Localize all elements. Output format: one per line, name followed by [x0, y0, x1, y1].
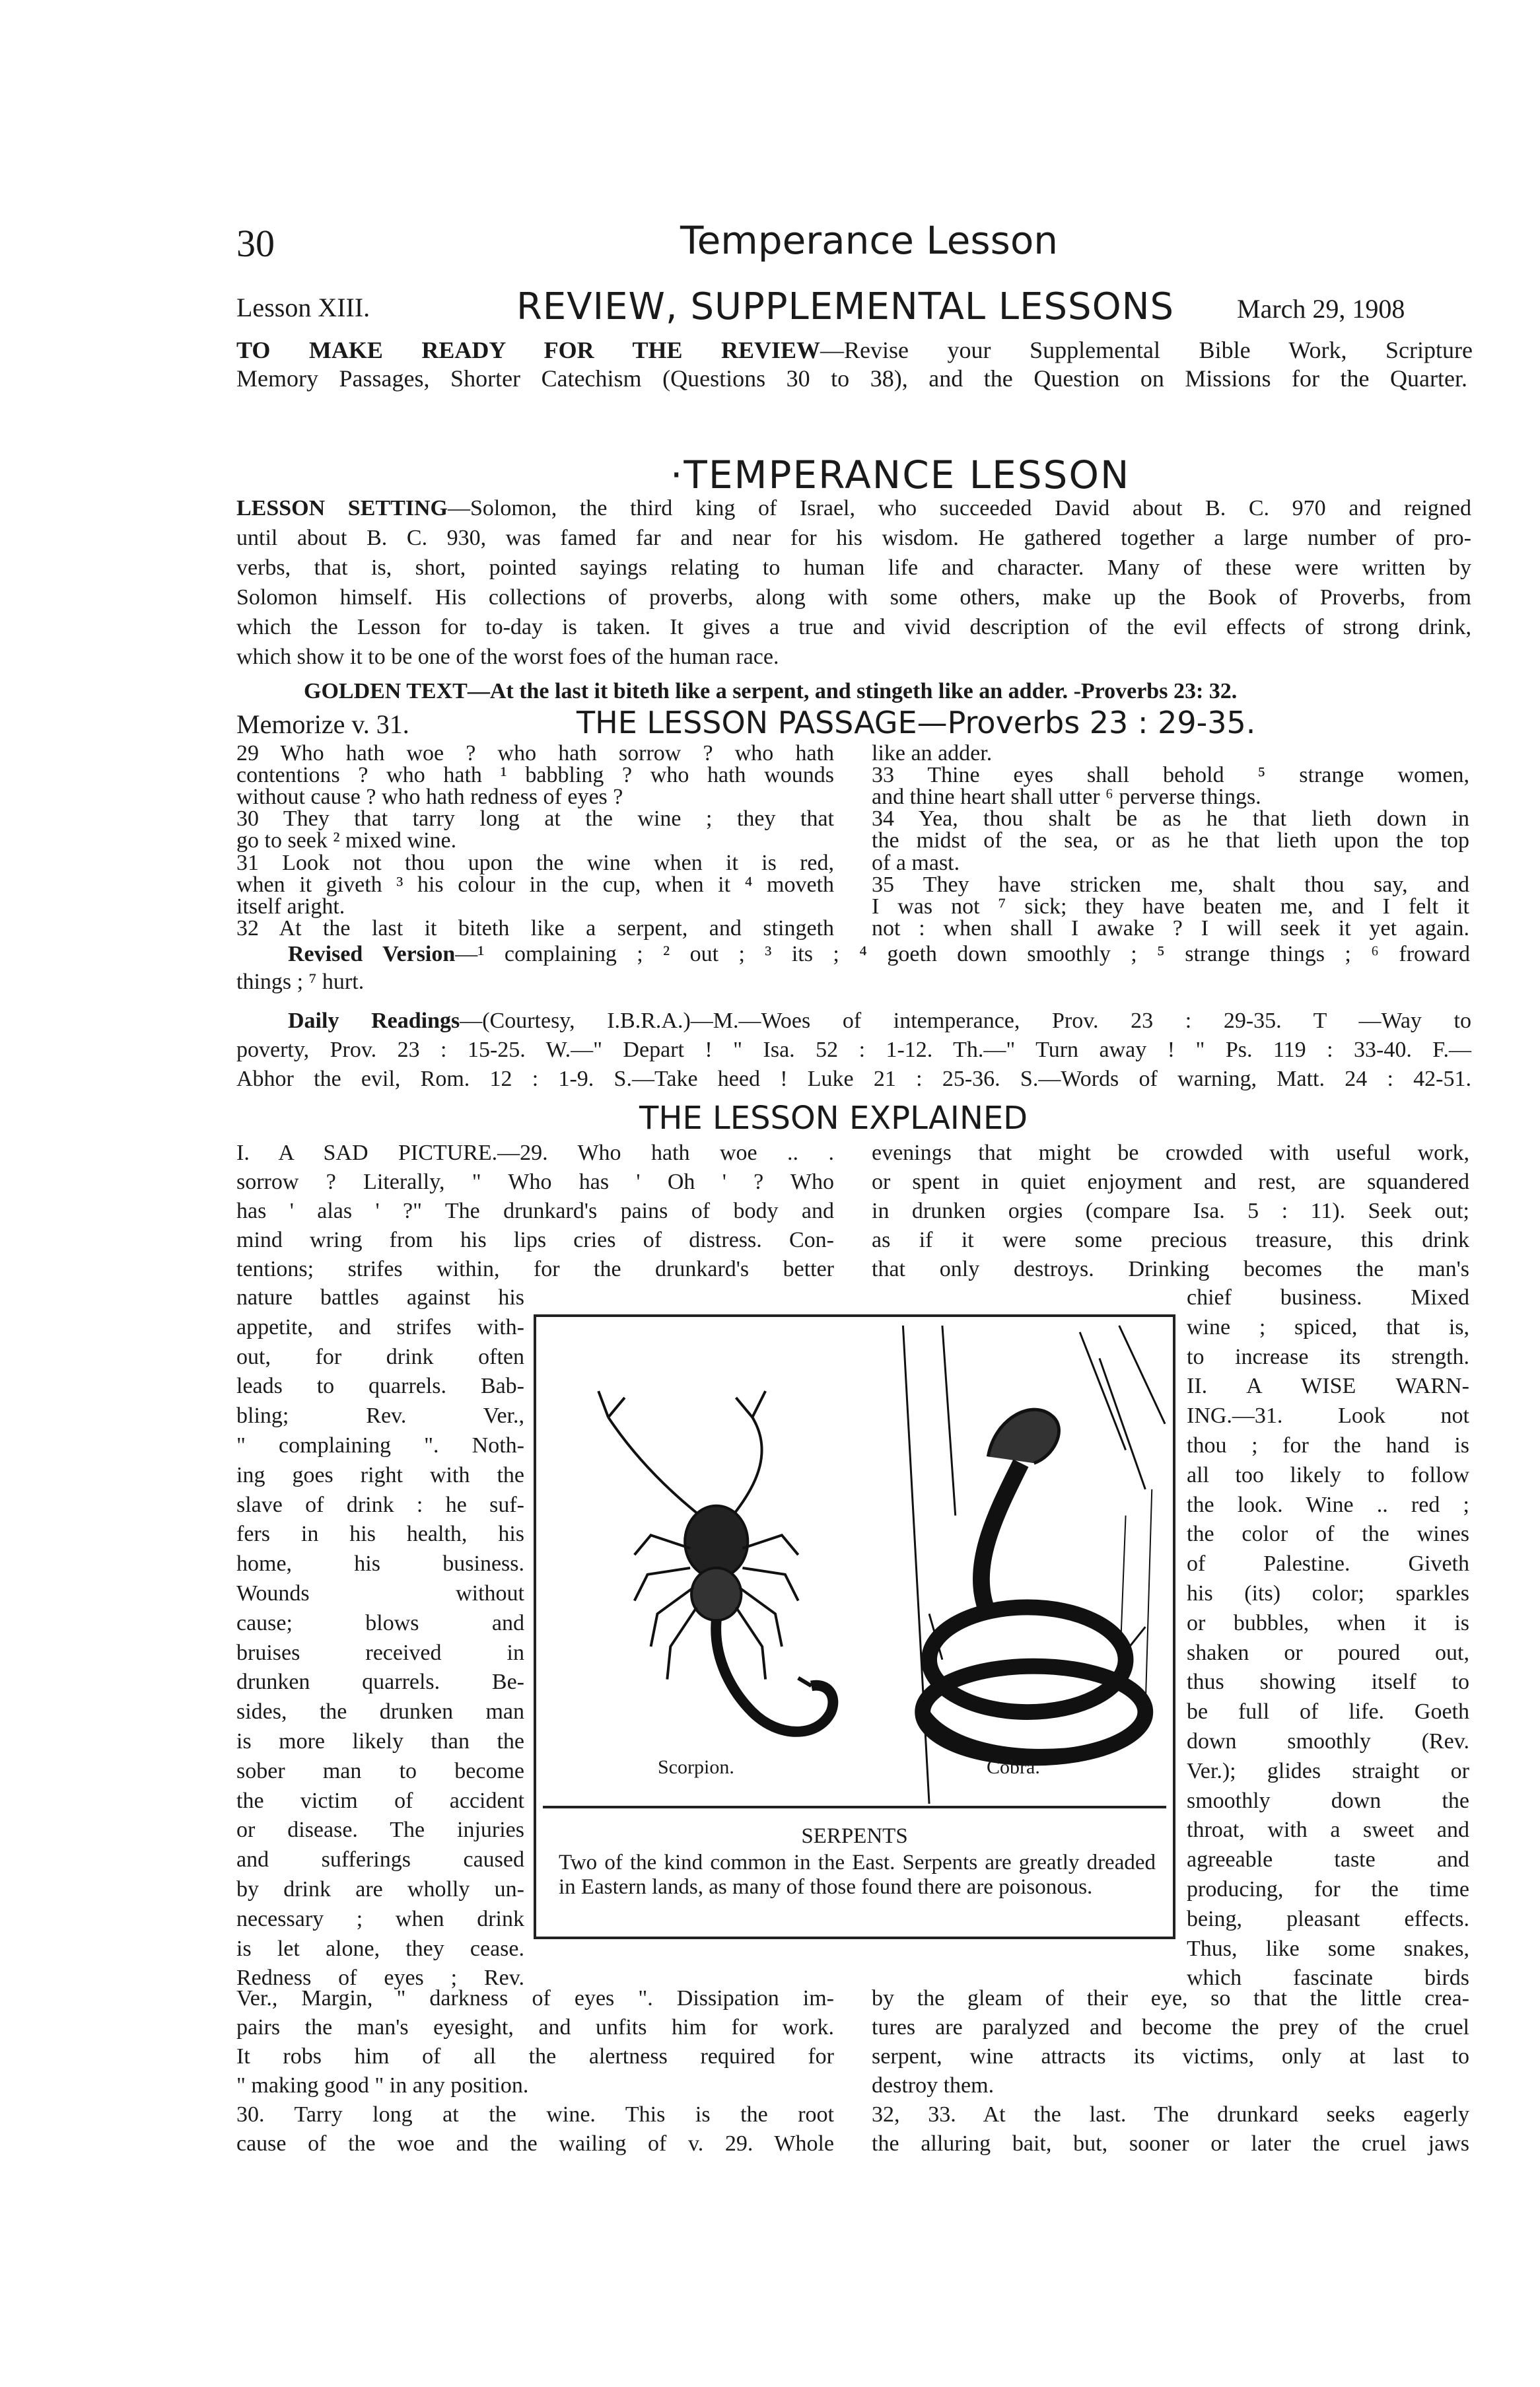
setting-line: which the Lesson for to-day is taken. It gives a true and vivid description of the evil effects of strong drink, — [236, 615, 1471, 639]
setting-line: Solomon himself. His collections of proverbs, along with some others, make up the Book of Proverbs, from — [236, 585, 1471, 610]
ready-line-1: TO MAKE READY FOR THE REVIEW—Revise your Supplemental Bible Work, Scripture — [236, 337, 1473, 363]
explained-line: necessary ; when drink — [236, 1907, 524, 1931]
explained-line: that only destroys. Drinking becomes the man's — [872, 1257, 1469, 1281]
revised-version-line: things ; ⁷ hurt. — [236, 970, 365, 994]
verse-line: 31 Look not thou upon the wine when it is red, — [236, 851, 834, 875]
explained-line: appetite, and strifes with- — [236, 1315, 524, 1339]
page-number: 30 — [236, 222, 275, 265]
setting-line: verbs, that is, short, pointed sayings relating to human life and character. Many of these were written by — [236, 555, 1471, 580]
explained-line: sober man to become — [236, 1759, 524, 1783]
explained-line: the color of the wines — [1187, 1522, 1469, 1546]
explained-line: in drunken orgies (compare Isa. 5 : 11). Seek out; — [872, 1199, 1469, 1223]
verse-line: the midst of the sea, or as he that lieth upon the top — [872, 828, 1469, 853]
explained-line: mind wring from his lips cries of distress. Con- — [236, 1228, 834, 1252]
explained-line: fers in his health, his — [236, 1522, 524, 1546]
golden-text: GOLDEN TEXT—At the last it biteth like a serpent, and stingeth like an adder. -Proverbs 23: 32. — [304, 679, 1238, 703]
caption-text: Two of the kind common in the East. Serpents are greatly dreaded in Eastern lands, as many of those found there are poisonous. — [559, 1851, 1156, 1899]
verse-line: not : when shall I awake ? I will seek it yet again. — [872, 916, 1469, 941]
verse-line: 30 They that tarry long at the wine ; they that — [236, 806, 834, 831]
explained-line: slave of drink : he suf- — [236, 1493, 524, 1517]
explained-line: producing, for the time — [1187, 1877, 1469, 1902]
explained-line: by drink are wholly un- — [236, 1877, 524, 1902]
explained-line: nature battles against his — [236, 1285, 524, 1310]
revised-label: Revised Version — [288, 942, 456, 966]
ready-line-2: Memory Passages, Shorter Catechism (Questions 30 to 38), and the Question on Missions for the Quarter. — [236, 365, 1467, 392]
daily-readings-line: Abhor the evil, Rom. 12 : 1-9. S.—Take heed ! Luke 21 : 25-36. S.—Words of warning, Matt. 24 : 42-51. — [236, 1067, 1471, 1091]
explained-line: It robs him of all the alertness required for — [236, 2044, 834, 2069]
verse-line: 33 Thine eyes shall behold ⁵ strange women, — [872, 763, 1469, 787]
running-head: Temperance Lesson — [680, 218, 1059, 263]
explained-line: sides, the drunken man — [236, 1699, 524, 1724]
figure-divider — [543, 1806, 1166, 1808]
caption-title: SERPENTS — [801, 1824, 908, 1848]
verse-line: I was not ⁷ sick; they have beaten me, and I felt it — [872, 894, 1469, 919]
setting-line: LESSON SETTING—Solomon, the third king of Israel, who succeeded David about B. C. 970 and reigned — [236, 496, 1471, 520]
memorize-note: Memorize v. 31. — [236, 709, 409, 739]
explained-line: home, his business. — [236, 1551, 524, 1576]
explained-line: evenings that might be crowded with useful work, — [872, 1141, 1469, 1165]
ready-label: TO MAKE READY FOR THE REVIEW — [236, 337, 821, 363]
temperance-title: ·TEMPERANCE LESSON — [670, 452, 1131, 497]
verse-line: go to seek ² mixed wine. — [236, 828, 457, 853]
explained-line: Redness of eyes ; Rev. — [236, 1966, 524, 1990]
explained-line: wine ; spiced, that is, — [1187, 1315, 1469, 1339]
explained-line: of Palestine. Giveth — [1187, 1551, 1469, 1576]
explained-line: pairs the man's eyesight, and unfits him for work. — [236, 2015, 834, 2040]
setting-label: LESSON SETTING — [236, 496, 448, 520]
verse-line: without cause ? who hath redness of eyes ? — [236, 785, 623, 809]
verse-line: 32 At the last it biteth like a serpent, and stingeth — [236, 916, 834, 941]
explained-line: sorrow ? Literally, " Who has ' Oh ' ? Who — [236, 1170, 834, 1194]
lesson-title: REVIEW, SUPPLEMENTAL LESSONS — [516, 285, 1175, 328]
scorpion-illustration — [598, 1391, 833, 1732]
explained-line: 32, 33. At the last. The drunkard seeks eagerly — [872, 2102, 1469, 2127]
explained-line: down smoothly (Rev. — [1187, 1729, 1469, 1754]
caption-scorpion: Scorpion. — [658, 1756, 734, 1778]
verse-line: contentions ? who hath ¹ babbling ? who hath wounds — [236, 763, 834, 787]
caption-cobra: Cobra. — [987, 1756, 1040, 1778]
explained-line: bling; Rev. Ver., — [236, 1404, 524, 1428]
explained-line: all too likely to follow — [1187, 1463, 1469, 1487]
explained-line: is let alone, they cease. — [236, 1937, 524, 1961]
explained-line: bruises received in — [236, 1641, 524, 1665]
explained-line: cause of the woe and the wailing of v. 29. Whole — [236, 2131, 834, 2156]
lesson-date: March 29, 1908 — [1237, 294, 1405, 324]
explained-line: the alluring bait, but, sooner or later the cruel jaws — [872, 2131, 1469, 2156]
explained-line: Wounds without — [236, 1581, 524, 1606]
explained-line: out, for drink often — [236, 1345, 524, 1369]
explained-line: is more likely than the — [236, 1729, 524, 1754]
verse-line: 29 Who hath woe ? who hath sorrow ? who hath — [236, 741, 834, 766]
explained-line: the victim of accident — [236, 1789, 524, 1813]
explained-line: be full of life. Goeth — [1187, 1699, 1469, 1724]
explained-line: shaken or poured out, — [1187, 1641, 1469, 1665]
explained-line: or spent in quiet enjoyment and rest, are squandered — [872, 1170, 1469, 1194]
explained-line: being, pleasant effects. — [1187, 1907, 1469, 1931]
explained-line: " complaining ". Noth- — [236, 1433, 524, 1458]
explained-line: or bubbles, when it is — [1187, 1611, 1469, 1635]
explained-line: serpent, wine attracts its victims, only at last to — [872, 2044, 1469, 2069]
setting-line: which show it to be one of the worst foes of the human race. — [236, 645, 779, 669]
explained-line: to increase its strength. — [1187, 1345, 1469, 1369]
explained-line: Thus, like some snakes, — [1187, 1937, 1469, 1961]
verse-line: and thine heart shall utter ⁶ perverse things. — [872, 785, 1261, 809]
explained-line: 30. Tarry long at the wine. This is the root — [236, 2102, 834, 2127]
explained-line: ING.—31. Look not — [1187, 1404, 1469, 1428]
verse-line: of a mast. — [872, 851, 960, 875]
explained-line: throat, with a sweet and — [1187, 1818, 1469, 1842]
explained-title: THE LESSON EXPLAINED — [639, 1100, 1028, 1137]
explained-line: chief business. Mixed — [1187, 1285, 1469, 1310]
setting-line: until about B. C. 930, was famed far and near for his wisdom. He gathered together a large number of pro- — [236, 526, 1471, 550]
explained-line: and sufferings caused — [236, 1847, 524, 1872]
explained-line: by the gleam of their eye, so that the little crea- — [872, 1986, 1469, 2011]
daily-readings-line: Daily Readings—(Courtesy, I.B.R.A.)—M.—Woes of intemperance, Prov. 23 : 29-35. T —Way to — [288, 1009, 1471, 1033]
explained-line: leads to quarrels. Bab- — [236, 1374, 524, 1398]
explained-line: has ' alas ' ?" The drunkard's pains of body and — [236, 1199, 834, 1223]
explained-line: as if it were some precious treasure, this drink — [872, 1228, 1469, 1252]
explained-line: his (its) color; sparkles — [1187, 1581, 1469, 1606]
figure-illustration — [536, 1317, 1173, 1806]
explained-line: thou ; for the hand is — [1187, 1433, 1469, 1458]
daily-label: Daily Readings — [288, 1009, 460, 1033]
explained-line: tures are paralyzed and become the prey of the cruel — [872, 2015, 1469, 2040]
verse-line: 34 Yea, thou shalt be as he that lieth down in — [872, 806, 1469, 831]
passage-title: THE LESSON PASSAGE—Proverbs 23 : 29-35. — [577, 705, 1256, 740]
explained-line: II. A WISE WARN- — [1187, 1374, 1469, 1398]
explained-line: ing goes right with the — [236, 1463, 524, 1487]
verse-line: like an adder. — [872, 741, 993, 766]
verse-line: 35 They have stricken me, shalt thou say, and — [872, 873, 1469, 897]
explained-line: smoothly down the — [1187, 1789, 1469, 1813]
explained-line: thus showing itself to — [1187, 1670, 1469, 1694]
explained-line: destroy them. — [872, 2073, 995, 2098]
explained-line: cause; blows and — [236, 1611, 524, 1635]
explained-line: which fascinate birds — [1187, 1966, 1469, 1990]
explained-line: Ver.); glides straight or — [1187, 1759, 1469, 1783]
explained-line: the look. Wine .. red ; — [1187, 1493, 1469, 1517]
explained-line: " making good " in any position. — [236, 2073, 529, 2098]
daily-readings-line: poverty, Prov. 23 : 15-25. W.—" Depart ! " Isa. 52 : 1-12. Th.—" Turn away ! " Ps. 119 : 33-40. F.— — [236, 1038, 1471, 1062]
serpents-figure — [534, 1314, 1175, 1939]
lesson-number: Lesson XIII. — [236, 293, 370, 322]
explained-line: Ver., Margin, " darkness of eyes ". Dissipation im- — [236, 1986, 834, 2011]
cobra-illustration — [903, 1326, 1165, 1804]
verse-line: itself aright. — [236, 894, 345, 919]
explained-line: or disease. The injuries — [236, 1818, 524, 1842]
explained-line: I. A SAD PICTURE.—29. Who hath woe .. . — [236, 1141, 834, 1165]
verse-line: when it giveth ³ his colour in the cup, when it ⁴ moveth — [236, 873, 834, 897]
explained-line: agreeable taste and — [1187, 1847, 1469, 1872]
explained-line: drunken quarrels. Be- — [236, 1670, 524, 1694]
revised-version-line: Revised Version—¹ complaining ; ² out ; ³ its ; ⁴ goeth down smoothly ; ⁵ strange things ; ⁶ froward — [288, 942, 1470, 966]
explained-line: tentions; strifes within, for the drunkard's better — [236, 1257, 834, 1281]
